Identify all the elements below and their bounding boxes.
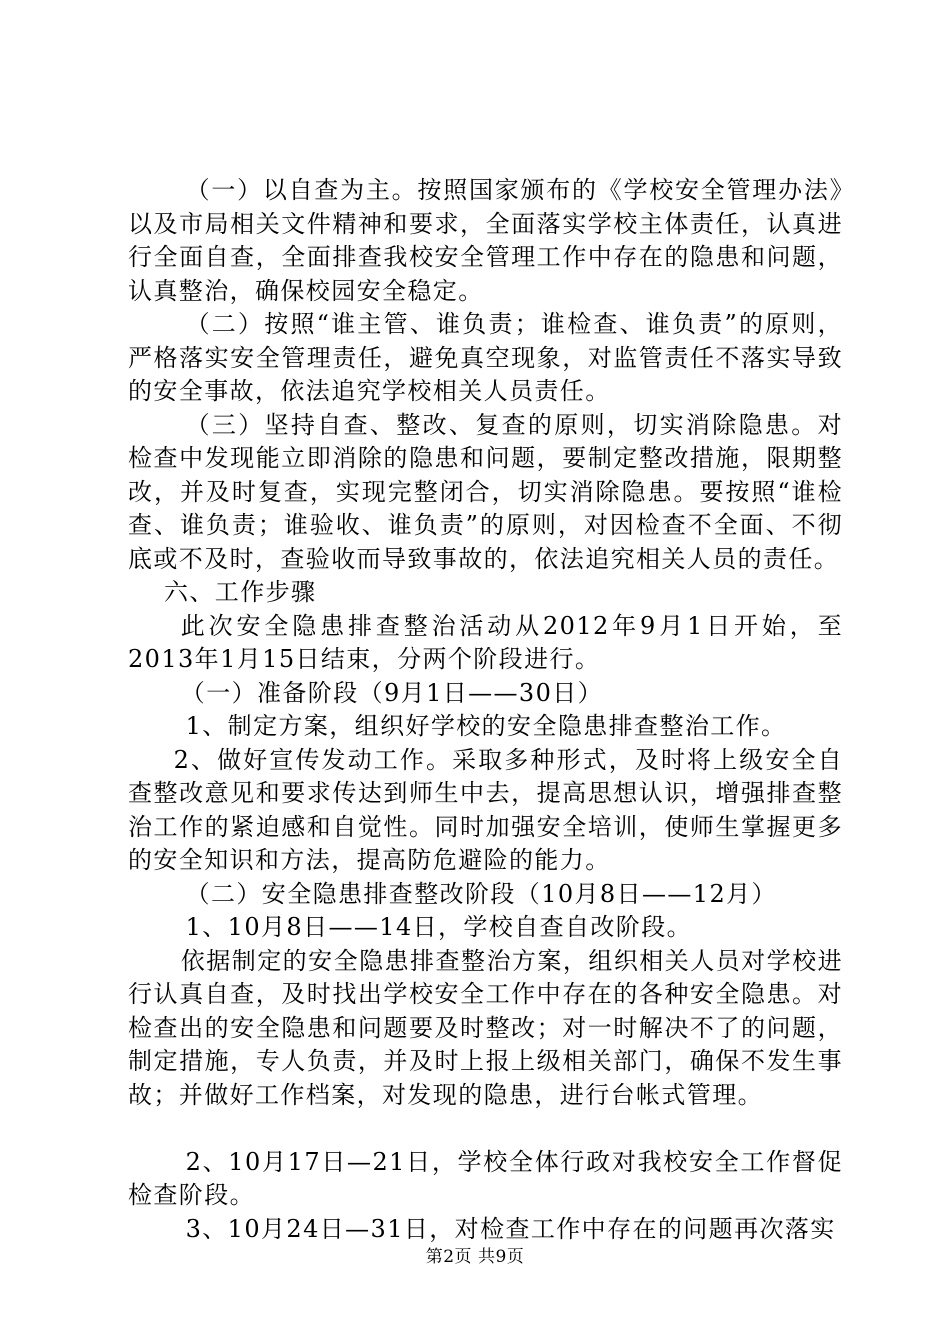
paragraph-self-check-phase: 1、10月8日——14日，学校自查自改阶段。 xyxy=(185,913,693,941)
paragraph-supervision-phase: 2、10月17日—21日，学校全体行政对我校安全工作督促检查阶段。 xyxy=(128,1147,843,1209)
paragraph-self-check-details: 依据制定的安全隐患排查整治方案，组织相关人员对学校进行认真自查，及时找出学校安全工作中存在的各种安全隐患。对检查出的安全隐患和问题要及时整改；对一时解决不了的问题，制定措施，专人负责，并及时上报上级相关部门，确保不发生事故；并做好工作档案，对发现的隐患，进行台帐式管理。 xyxy=(128,946,843,1109)
page-number-footer: 第2页 共9页 xyxy=(425,1247,525,1267)
subheading-preparation-stage: （一）准备阶段（9月1日——30日） xyxy=(180,678,604,707)
paragraph-step-plan: 1、制定方案，组织好学校的安全隐患排查整治工作。 xyxy=(185,712,787,740)
paragraph-responsibility: （二）按照“谁主管、谁负责；谁检查、谁负责”的原则，严格落实安全管理责任，避免真空现象，对监管责任不落实导致的安全事故，依法追究学校相关人员责任。 xyxy=(128,310,843,405)
paragraph-step-publicity: 2、做好宣传发动工作。采取多种形式，及时将上级安全自查整改意见和要求传达到师生中去，提高思想认识，增强排查整治工作的紧迫感和自觉性。同时加强安全培训，使师生掌握更多的安全知识和方法，提高防危避险的能力。 xyxy=(128,745,843,874)
paragraph-spacer xyxy=(128,1112,843,1146)
document-body xyxy=(128,174,843,1246)
section-heading-work-steps: 六、工作步骤 xyxy=(164,578,317,606)
paragraph-activity-period: 此次安全隐患排查整治活动从2012年9月1日开始，至2013年1月15日结束，分两个阶段进行。 xyxy=(128,611,843,673)
paragraph-self-inspection: （一）以自查为主。按照国家颁布的《学校安全管理办法》以及市局相关文件精神和要求，全面落实学校主体责任，认真进行全面自查，全面排查我校安全管理工作中存在的隐患和问题，认真整治，确保校园安全稳定。 xyxy=(128,176,843,305)
paragraph-follow-up-phase: 3、10月24日—31日，对检查工作中存在的问题再次落实 xyxy=(185,1214,836,1243)
paragraph-rectification: （三）坚持自查、整改、复查的原则，切实消除隐患。对检查中发现能立即消除的隐患和问题，要制定整改措施，限期整改，并及时复查，实现完整闭合，切实消除隐患。要按照“谁检查、谁负责；谁验收、谁负责”的原则，对因检查不全面、不彻底或不及时，查验收而导致事故的，依法追究相关人员的责任。 xyxy=(128,410,843,573)
subheading-rectification-stage: （二）安全隐患排查整改阶段（10月8日——12月） xyxy=(185,879,777,908)
